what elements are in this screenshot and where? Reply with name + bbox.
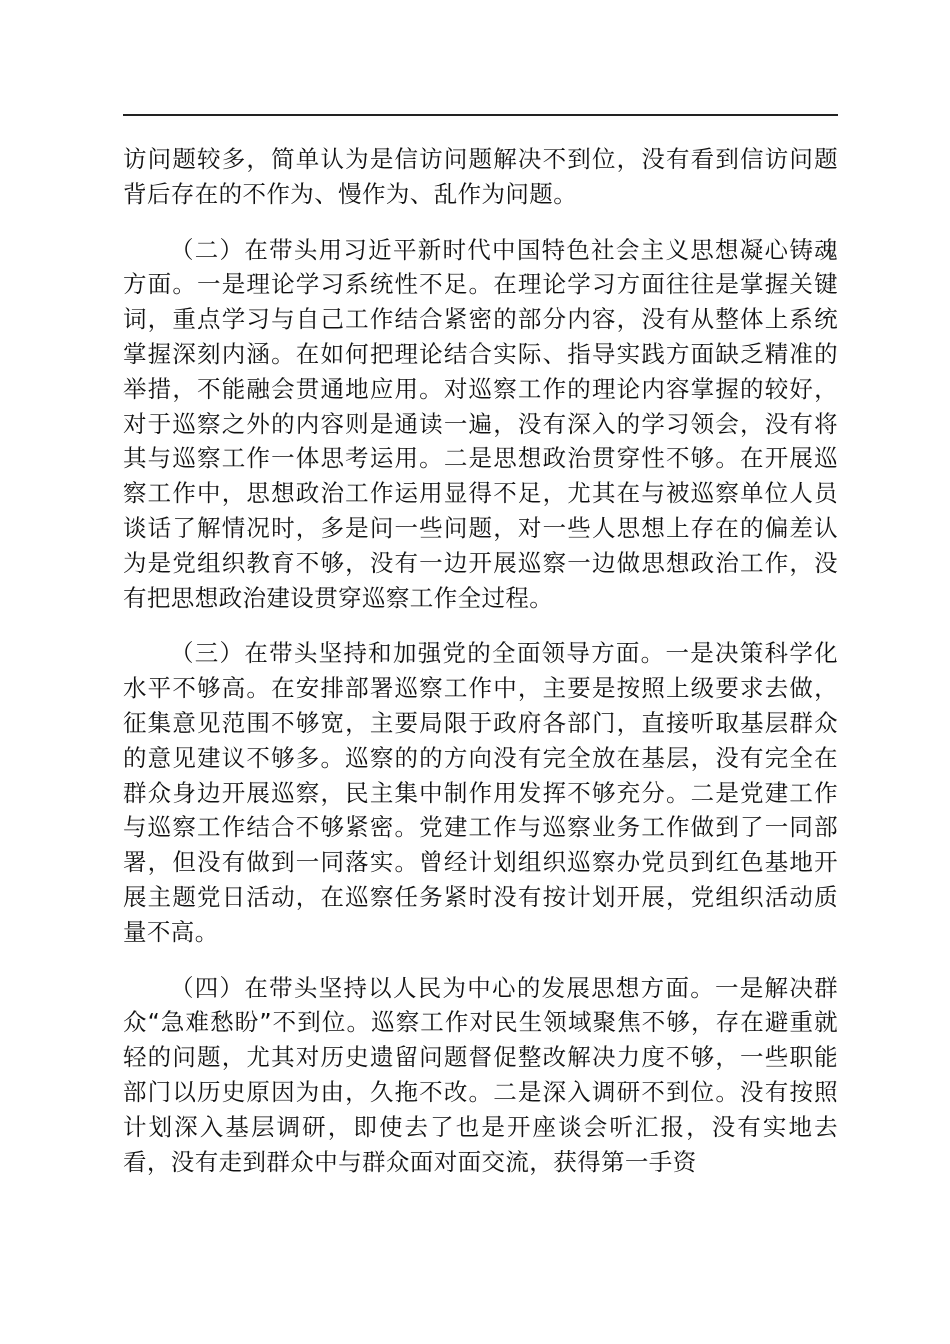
document-body [123, 142, 838, 1179]
header-rule [123, 114, 838, 116]
paragraph-section-3: （三）在带头坚持和加强党的全面领导方面。一是决策科学化水平不够高。在安排部署巡察工作中，主要是按照上级要求去做，征集意见范围不够宽，主要局限于政府各部门，直接听取基层群众的意见建议不够多。巡察的的方向没有完全放在基层，没有完全在群众身边开展巡察，民主集中制作用发挥不够充分。二是党建工作与巡察工作结合不够紧密。党建工作与巡察业务工作做到了一同部署，但没有做到一同落实。曾经计划组织巡察办党员到红色基地开展主题党日活动，在巡察任务紧时没有按计划开展，党组织活动质量不高。 [123, 639, 838, 946]
paragraph-section-2: （二）在带头用习近平新时代中国特色社会主义思想凝心铸魂方面。一是理论学习系统性不足。在理论学习方面往往是掌握关键词，重点学习与自己工作结合紧密的部分内容，没有从整体上系统掌握深刻内涵。在如何把理论结合实际、指导实践方面缺乏精准的举措，不能融会贯通地应用。对巡察工作的理论内容掌握的较好，对于巡察之外的内容则是通读一遍，没有深入的学习领会，没有将其与巡察工作一体思考运用。二是思想政治贯穿性不够。在开展巡察工作中，思想政治工作运用显得不足，尤其在与被巡察单位人员谈话了解情况时，多是问一些问题，对一些人思想上存在的偏差认为是党组织教育不够，没有一边开展巡察一边做思想政治工作，没有把思想政治建设贯穿巡察工作全过程。 [123, 235, 838, 612]
paragraph-section-4: （四）在带头坚持以人民为中心的发展思想方面。一是解决群众“急难愁盼”不到位。巡察工作对民生领域聚焦不够，存在避重就轻的问题，尤其对历史遗留问题督促整改解决力度不够，一些职能部门以历史原因为由，久拖不改。二是深入调研不到位。没有按照计划深入基层调研，即使去了也是开座谈会听汇报，没有实地去看，没有走到群众中与群众面对面交流，获得第一手资 [123, 973, 838, 1176]
paragraph-continuation: 访问题较多，简单认为是信访问题解决不到位，没有看到信访问题背后存在的不作为、慢作为、乱作为问题。 [123, 145, 838, 208]
